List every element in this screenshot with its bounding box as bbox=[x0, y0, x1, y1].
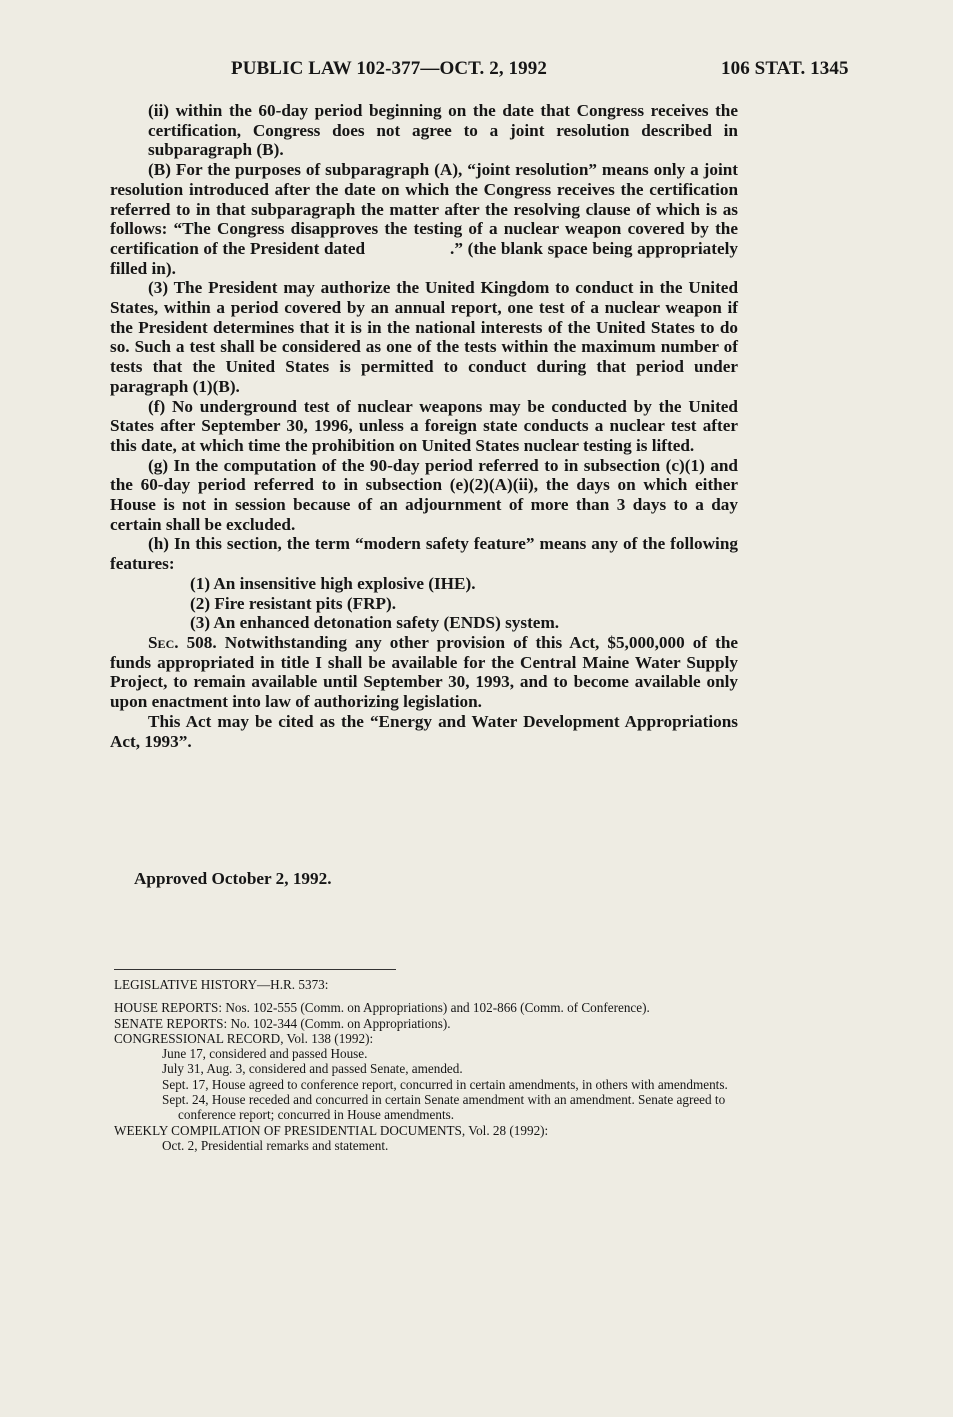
short-title-citation: This Act may be cited as the “Energy and Water Development Appropriations Act, 1993”. bbox=[110, 711, 738, 751]
paragraph-3: (3) The President may authorize the United Kingdom to conduct in the United States, within a period covered by an annual report, one test of a nuclear weapon if the President determines that it is in the national interests of the United States to do so. Such a test shall be considered as one of the tests within the maximum number of tests that the United States is permitted to conduct during that period under paragraph (1)(B). bbox=[110, 278, 738, 396]
feature-item-1: (1) An insensitive high explosive (IHE). bbox=[190, 573, 476, 593]
divider-rule bbox=[114, 969, 396, 970]
legislative-history-title: LEGISLATIVE HISTORY—H.R. 5373: bbox=[114, 977, 329, 992]
section-508 bbox=[110, 633, 738, 712]
house-reports: HOUSE REPORTS: Nos. 102-555 (Comm. on Appropriations) and 102-866 (Comm. of Conference). bbox=[114, 1000, 650, 1016]
subsection-g: (g) In the computation of the 90-day period referred to in subsection (c)(1) and the 60-day period referred to in subsection (e)(2)(A)(ii), the days on which either House is not in session because of an adjournment of more than 3 days to a day certain shall be excluded. bbox=[110, 455, 738, 534]
statute-body bbox=[110, 101, 738, 751]
running-head bbox=[0, 58, 953, 84]
paragraph-ii: (ii) within the 60-day period beginning on the date that Congress receives the certification, Congress does not agree to a joint resolution described in subparagraph (B). bbox=[148, 101, 738, 160]
paragraph-b bbox=[110, 160, 738, 278]
senate-reports: SENATE REPORTS: No. 102-344 (Comm. on Appropriations). bbox=[114, 1015, 451, 1031]
history-event: Sept. 17, House agreed to conference report, concurred in certain amendments, in others with amendments. bbox=[162, 1076, 728, 1092]
history-event: Sept. 24, House receded and concurred in certain Senate amendment with an amendment. Senate agreed to conference report; concurred in House amendments. bbox=[162, 1092, 726, 1123]
congressional-record: CONGRESSIONAL RECORD, Vol. 138 (1992): bbox=[114, 1030, 374, 1046]
feature-item-2: (2) Fire resistant pits (FRP). bbox=[190, 593, 397, 613]
section-label: Sec. bbox=[148, 632, 179, 652]
weekly-compilation: WEEKLY COMPILATION OF PRESIDENTIAL DOCUMENTS, Vol. 28 (1992): bbox=[114, 1122, 549, 1138]
feature-item-3: (3) An enhanced detonation safety (ENDS) system. bbox=[190, 613, 560, 633]
history-event: July 31, Aug. 3, considered and passed Senate, amended. bbox=[162, 1061, 463, 1077]
legislative-history bbox=[114, 977, 738, 1153]
history-event: June 17, considered and passed House. bbox=[162, 1046, 368, 1062]
stat-page-number: 106 STAT. 1345 bbox=[721, 58, 849, 79]
subsection-h: (h) In this section, the term “modern safety feature” means any of the following features: bbox=[110, 534, 738, 574]
subsection-f: (f) No underground test of nuclear weapons may be conducted by the United States after September 30, 1996, unless a foreign state conducts a nuclear test after this date, at which time the prohibition on United States nuclear testing is lifted. bbox=[110, 396, 738, 455]
approval-date: Approved October 2, 1992. bbox=[134, 869, 332, 888]
history-event: Oct. 2, Presidential remarks and statement. bbox=[162, 1137, 389, 1153]
section-508-text: 508. Notwithstanding any other provision of this Act, $5,000,000 of the funds appropriated in title I shall be available for the Central Maine Water Supply Project, to remain available until September 30, 1993, and to become available only upon enactment into law of authorizing legislation. bbox=[110, 632, 739, 712]
law-title: PUBLIC LAW 102-377—OCT. 2, 1992 bbox=[231, 58, 547, 79]
paragraph-b-tail: .” (the blank space being appropriately filled in). bbox=[110, 238, 738, 278]
paragraph-b-text: (B) For the purposes of subparagraph (A), “joint resolution” means only a joint resolution introduced after the date on which the Congress receives the certification referred to in that subparagraph the matter after the resolving clause of which is as follows: “The Congress disapproves the testing of a nuclear weapon covered by the certification of the President dated bbox=[110, 160, 738, 258]
